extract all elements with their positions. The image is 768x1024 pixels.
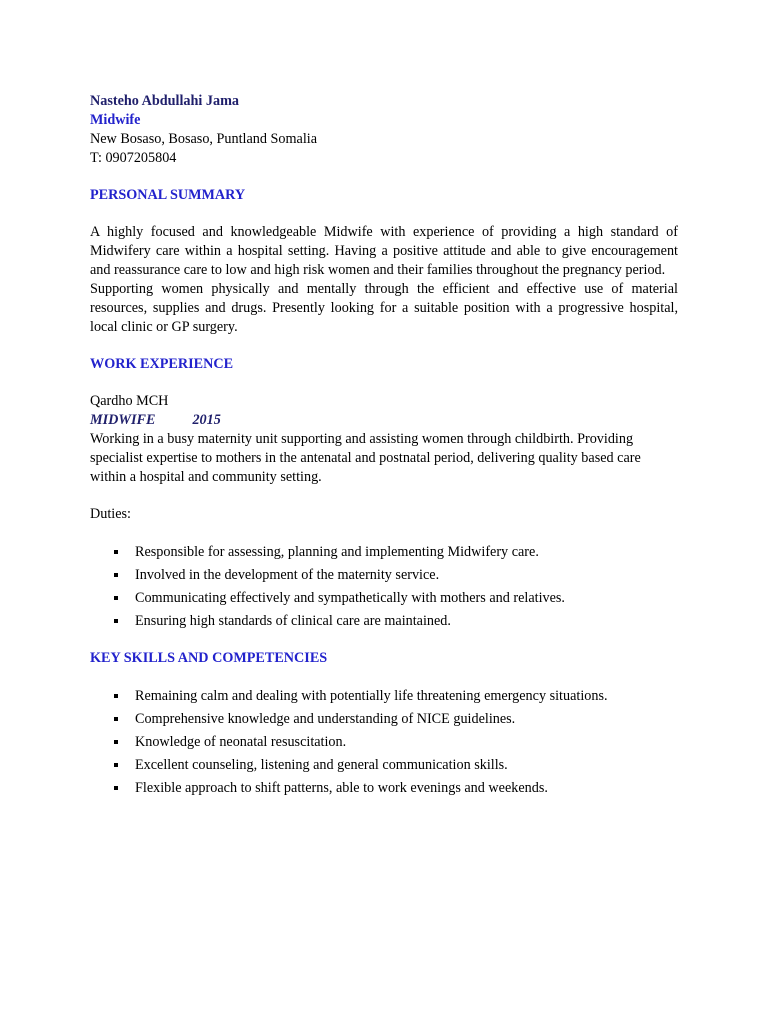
job-title-line — [90, 411, 678, 430]
skill-text: Remaining calm and dealing with potentially life threatening emergency situations. — [135, 688, 608, 704]
duty-text: Responsible for assessing, planning and implementing Midwifery care. — [135, 544, 539, 560]
skills-list — [90, 685, 678, 800]
duties-list — [90, 541, 678, 633]
candidate-phone: T: 0907205804 — [90, 150, 177, 166]
square-bullet-icon — [114, 717, 118, 721]
employer-name: Qardho MCH — [90, 393, 169, 409]
square-bullet-icon — [114, 763, 118, 767]
summary-paragraph: Supporting women physically and mentally through the efficient and effective use of material resources, supplies and drugs. Presently looking for a suitable position with a progressive hospital, local clinic or GP surgery. — [90, 281, 678, 335]
personal-summary-text — [90, 223, 678, 337]
duty-item — [90, 564, 678, 587]
duty-item — [90, 587, 678, 610]
skill-item — [90, 731, 678, 754]
work-experience-heading: WORK EXPERIENCE — [90, 356, 234, 372]
skill-item — [90, 754, 678, 777]
skill-text: Excellent counseling, listening and general communication skills. — [135, 757, 508, 773]
square-bullet-icon — [114, 786, 118, 790]
square-bullet-icon — [114, 619, 118, 623]
square-bullet-icon — [114, 740, 118, 744]
duty-text: Communicating effectively and sympathetically with mothers and relatives. — [135, 590, 565, 606]
resume-content — [90, 92, 678, 800]
skill-item — [90, 708, 678, 731]
skill-item — [90, 777, 678, 800]
duty-item — [90, 610, 678, 633]
square-bullet-icon — [114, 573, 118, 577]
candidate-name: Nasteho Abdullahi Jama — [90, 93, 240, 109]
skill-text: Flexible approach to shift patterns, able to work evenings and weekends. — [135, 780, 548, 796]
duty-text: Ensuring high standards of clinical care are maintained. — [135, 613, 451, 629]
job-description: Working in a busy maternity unit supporting and assisting women through childbirth. Providing specialist expertise to mothers in the antenatal and postnatal period, delivering quality based care within a hospital and community setting. — [90, 431, 641, 485]
skill-text: Knowledge of neonatal resuscitation. — [135, 734, 347, 750]
duty-text: Involved in the development of the maternity service. — [135, 567, 440, 583]
candidate-role: Midwife — [90, 112, 141, 128]
personal-summary-heading: PERSONAL SUMMARY — [90, 187, 246, 203]
job-title: MIDWIFE — [90, 412, 156, 428]
square-bullet-icon — [114, 596, 118, 600]
skill-item — [90, 685, 678, 708]
square-bullet-icon — [114, 550, 118, 554]
candidate-address: New Bosaso, Bosaso, Puntland Somalia — [90, 131, 317, 147]
duties-label: Duties: — [90, 506, 131, 522]
key-skills-heading: KEY SKILLS AND COMPETENCIES — [90, 650, 328, 666]
square-bullet-icon — [114, 694, 118, 698]
summary-paragraph: A highly focused and knowledgeable Midwife with experience of providing a high standard of Midwifery care within a hospital setting. Having a positive attitude and able to give encouragement and reassurance care to low and high risk women and their families throughout the pregnancy period. — [90, 224, 678, 278]
duty-item — [90, 541, 678, 564]
skill-text: Comprehensive knowledge and understanding of NICE guidelines. — [135, 711, 516, 727]
job-year: 2015 — [192, 412, 221, 428]
